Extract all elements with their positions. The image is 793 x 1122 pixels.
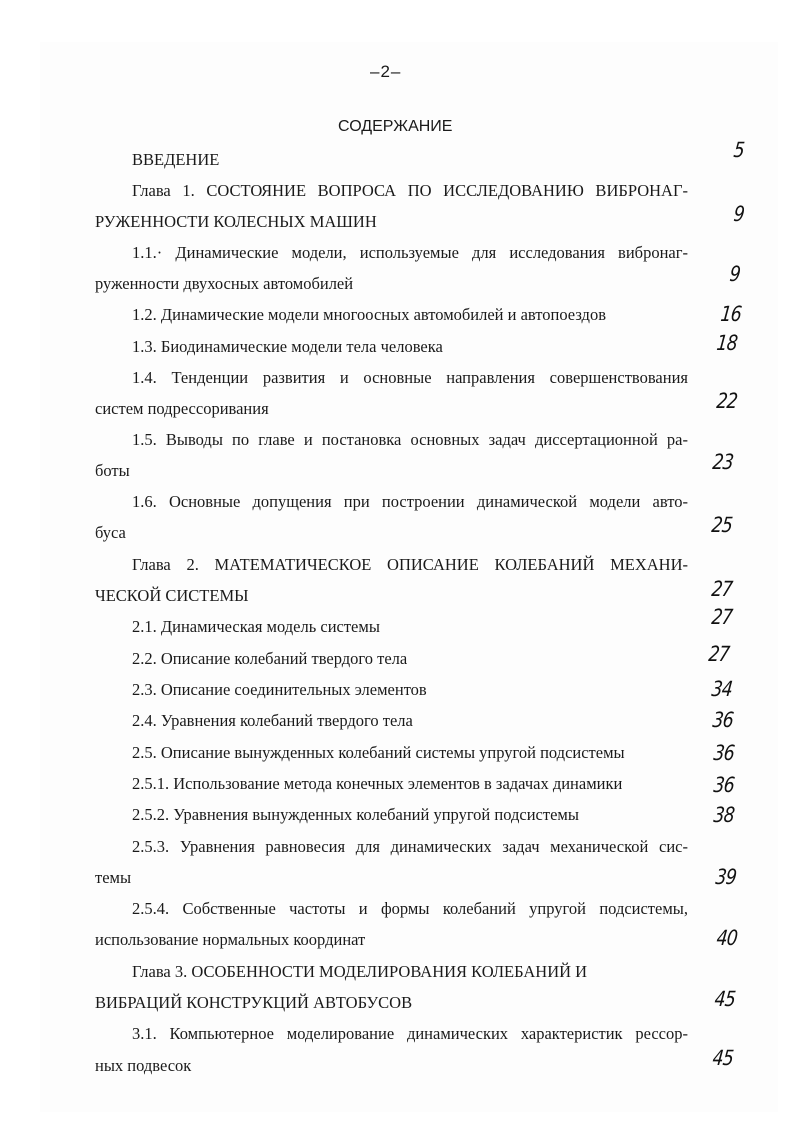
page-ref-2-5-4: 40 [715, 926, 739, 950]
toc-entry-1-6-cont: буса [95, 523, 126, 542]
toc-entry-chapter-1: Глава 1. СОСТОЯНИЕ ВОПРОСА ПО ИССЛЕДОВАНИЮ ВИБРОНАГ- [132, 181, 688, 200]
toc-entry-1-5: 1.5. Выводы по главе и постановка основных задач диссертационной ра- [132, 430, 688, 449]
toc-entry-2-5: 2.5. Описание вынужденных колебаний системы упругой подсистемы [132, 743, 625, 762]
page-ref-2-5-1: 36 [712, 773, 736, 797]
toc-entry-chapter-2: Глава 2. МАТЕМАТИЧЕСКОЕ ОПИСАНИЕ КОЛЕБАНИЙ МЕХАНИ- [132, 555, 688, 574]
page-ref-1-3: 18 [715, 331, 739, 355]
page-ref-2-4: 36 [711, 708, 735, 732]
toc-entry-chapter-1-cont: РУЖЕННОСТИ КОЛЕСНЫХ МАШИН [95, 212, 377, 231]
page-ref-2-3: 34 [710, 677, 734, 701]
page-ref-introduction: 5 [732, 138, 746, 162]
toc-entry-3-1: 3.1. Компьютерное моделирование динамических характеристик рессор- [132, 1024, 688, 1043]
toc-entry-2-5-3: 2.5.3. Уравнения равновесия для динамических задач механической сис- [132, 837, 688, 856]
scanned-page [40, 42, 778, 1112]
page-ref-1-4: 22 [715, 389, 739, 413]
page-ref-1-1: 9 [728, 262, 742, 286]
toc-entry-1-1-cont: руженности двухосных автомобилей [95, 274, 354, 293]
toc-entry-2-5-2: 2.5.2. Уравнения вынужденных колебаний упругой подсистемы [132, 805, 579, 824]
toc-entry-1-4-cont: систем подрессоривания [95, 399, 269, 418]
toc-entry-2-5-4-cont: использование нормальных координат [95, 930, 366, 949]
toc-entry-2-3: 2.3. Описание соединительных элементов [132, 680, 427, 699]
toc-entry-3-1-cont: ных подвесок [95, 1056, 192, 1075]
page-ref-2-5-2: 38 [712, 803, 736, 827]
toc-entry-1-6: 1.6. Основные допущения при построении динамической модели авто- [132, 492, 688, 511]
toc-entry-chapter-3: Глава 3. ОСОБЕННОСТИ МОДЕЛИРОВАНИЯ КОЛЕБАНИЙ И [132, 962, 588, 981]
toc-entry-1-4: 1.4. Тенденции развития и основные направления совершенствования [132, 368, 688, 387]
page-ref-chapter-1: 9 [732, 202, 746, 226]
page-ref-2-5: 36 [712, 741, 736, 765]
toc-entry-1-2: 1.2. Динамические модели многоосных автомобилей и автопоездов [132, 305, 606, 324]
toc-entry-2-4: 2.4. Уравнения колебаний твердого тела [132, 711, 413, 730]
toc-entry-2-5-1: 2.5.1. Использование метода конечных элементов в задачах динамики [132, 774, 623, 793]
toc-entry-1-5-cont: боты [95, 461, 130, 480]
toc-entry-chapter-3-cont: ВИБРАЦИЙ КОНСТРУКЦИЙ АВТОБУСОВ [95, 993, 413, 1012]
page-ref-chapter-3: 45 [713, 987, 737, 1011]
toc-entry-2-5-3-cont: темы [95, 868, 132, 887]
toc-entry-2-2: 2.2. Описание колебаний твердого тела [132, 649, 408, 668]
page-ref-1-6: 25 [710, 513, 734, 537]
toc-entry-1-3: 1.3. Биодинамические модели тела человека [132, 337, 443, 356]
page-ref-3-1: 45 [711, 1046, 735, 1070]
toc-entry-1-1: 1.1.· Динамические модели, используемые для исследования вибронаг- [132, 243, 688, 262]
page-ref-2-2: 27 [707, 642, 731, 666]
toc-entry-chapter-2-cont: ЧЕСКОЙ СИСТЕМЫ [95, 586, 249, 605]
page-ref-2-1: 27 [710, 605, 734, 629]
toc-entry-2-1: 2.1. Динамическая модель системы [132, 617, 380, 636]
page-ref-1-2: 16 [719, 302, 743, 326]
page-number: –2– [370, 62, 402, 81]
toc-entry-2-5-4: 2.5.4. Собственные частоты и формы колебаний упругой подсистемы, [132, 899, 688, 918]
page-ref-2-5-3: 39 [714, 865, 738, 889]
page-ref-chapter-2: 27 [710, 577, 734, 601]
toc-entry-introduction: ВВЕДЕНИЕ [132, 150, 220, 169]
page-ref-1-5: 23 [711, 450, 735, 474]
toc-title: СОДЕРЖАНИЕ [338, 118, 453, 135]
